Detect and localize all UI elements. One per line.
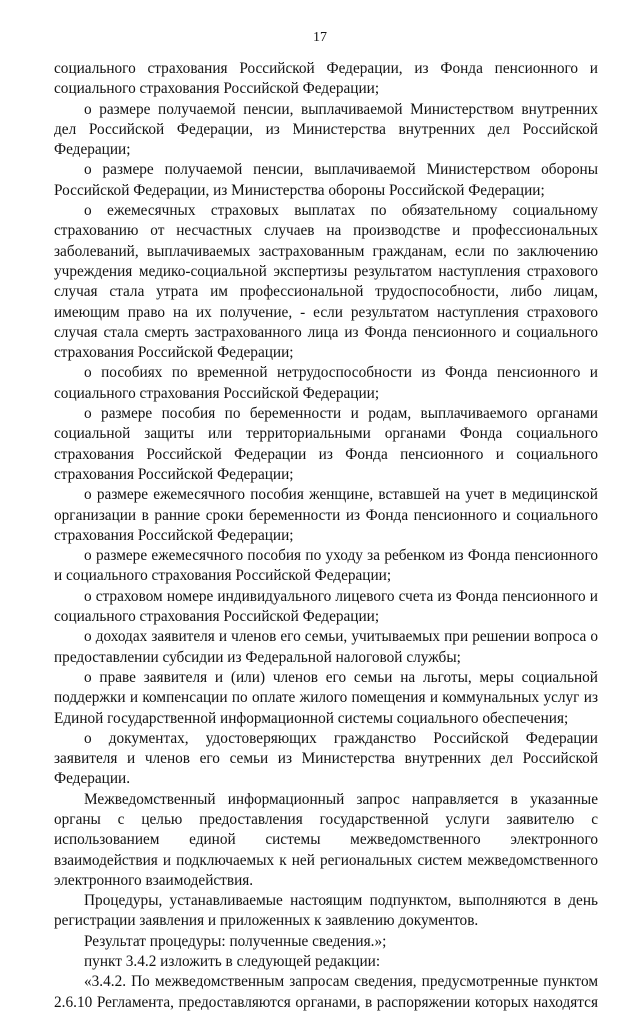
paragraph-citizenship-documents: о документах, удостоверяющих гражданство Российской Федерации заявителя и членов его семьи из Министерства внутренних дел Российской Федерации.	[54, 729, 598, 788]
paragraph-family-income: о доходах заявителя и членов его семьи, учитываемых при решении вопроса о предоставлении субсидии из Федеральной налоговой службы;	[54, 628, 598, 666]
paragraph-snils: о страховом номере индивидуального лицевого счета из Фонда пенсионного и социального страхования Российской Федерации;	[54, 587, 598, 626]
paragraph-maternity-benefit: о размере пособия по беременности и родам, выплачиваемого органами социальной защиты или территориальными органами Фонда социального страхования Российской Федерации из Фонда пенсионного и социального страхования Российской Федерации;	[54, 405, 598, 483]
paragraph-childcare-benefit: о размере ежемесячного пособия по уходу за ребенком из Фонда пенсионного и социального страхования Российской Федерации;	[54, 547, 598, 585]
paragraph-social-support-rights: о праве заявителя и (или) членов его семьи на льготы, меры социальной поддержки и компенсации по оплате жилого помещения и коммунальных услуг из Единой государственной информационной системы социального обеспечения;	[54, 668, 598, 727]
page-number: 17	[313, 30, 327, 45]
paragraph-procedures-timing: Процедуры, устанавливаемые настоящим подпунктом, выполняются в день регистрации заявления и приложенных к заявлению документов.	[54, 892, 598, 930]
paragraph-continuation: социального страхования Российской Федерации, из Фонда пенсионного и социального страхования Российской Федерации;	[54, 60, 598, 98]
paragraph-clause-amendment: пункт 3.4.2 изложить в следующей редакции:	[84, 953, 381, 971]
paragraph-interagency-request: Межведомственный информационный запрос направляется в указанные органы с целью предоставления государственной услуги заявителю с использованием единой системы межведомственного электронного взаимодействия и подключаемых к ней региональных систем межведомственного электронного взаимодействия.	[54, 790, 598, 889]
document-body	[54, 59, 598, 1013]
paragraph-sick-leave-benefits: о пособиях по временной нетрудоспособности из Фонда пенсионного и социального страхования Российской Федерации;	[54, 364, 598, 402]
paragraph-mvd-pension: о размере получаемой пенсии, выплачиваемой Министерством внутренних дел Российской Федерации, из Министерства внутренних дел Российской Федерации;	[54, 100, 598, 159]
paragraph-insurance-payments: о ежемесячных страховых выплатах по обязательному социальному страхованию от несчастных случаев на производстве и профессиональных заболеваний, выплачиваемых застрахованным гражданам, если по заключению учреждения медико-социальной экспертизы результатом наступления страхового случая стала утрата им профессиональной трудоспособности, либо лицам, имеющим право на их получение, - если результатом наступления страхового случая стала смерть застрахованного лица из Фонда пенсионного и социального страхования Российской Федерации;	[54, 202, 598, 362]
paragraph-clause-3-4-2: «3.4.2. По межведомственным запросам сведения, предусмотренные пунктом 2.6.10 Регламента, предоставляются органами, в распоряжении которых находятся	[54, 973, 598, 1011]
paragraph-defense-pension: о размере получаемой пенсии, выплачиваемой Министерством обороны Российской Федерации, из Министерства обороны Российской Федерации;	[54, 161, 598, 199]
paragraph-early-pregnancy-benefit: о размере ежемесячного пособия женщине, вставшей на учет в медицинской организации в ранние сроки беременности из Фонда пенсионного и социального страхования Российской Федерации;	[54, 486, 598, 544]
paragraph-procedure-result: Результат процедуры: полученные сведения.»;	[84, 932, 387, 950]
